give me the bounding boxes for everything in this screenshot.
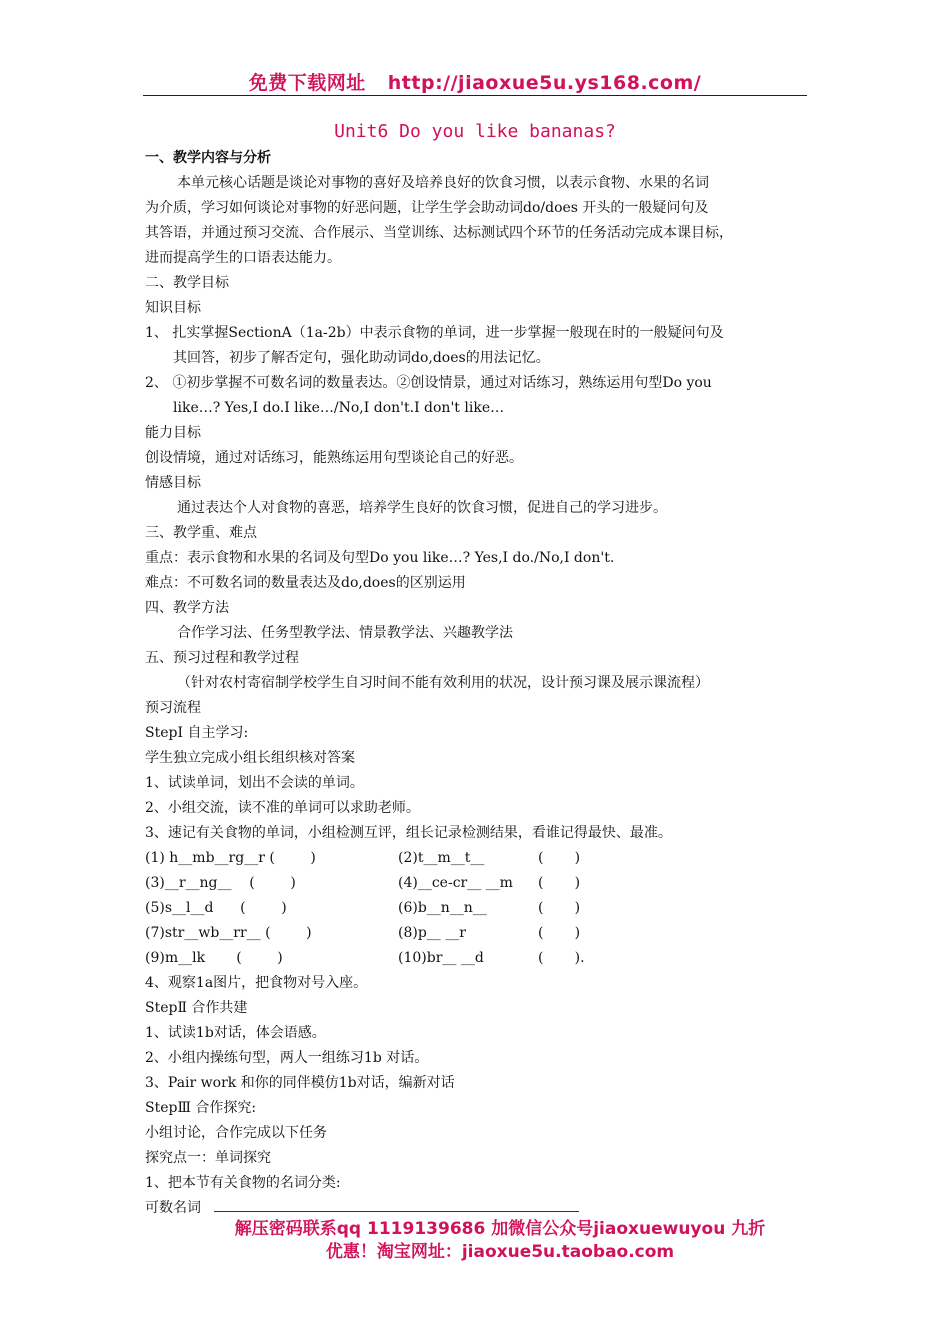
answer-blank-line[interactable]: [214, 1211, 579, 1212]
exercise-cell: (7)str__wb__rr__ ( ): [145, 925, 312, 941]
footer-line-1: 解压密码联系qq 1119139686 加微信公众号jiaoxuewuyou 九折: [234, 1219, 766, 1239]
step-line: StepⅢ 合作探究:: [145, 1100, 257, 1116]
text-line: 能力目标: [145, 425, 201, 441]
exercise-cell: (1) h__mb__rg__r ( ): [145, 850, 316, 866]
header-divider: [143, 95, 807, 96]
step-line: 1、试读1b对话，体会语感。: [145, 1025, 326, 1041]
document-body: [145, 146, 815, 1221]
step-line: 小组讨论，合作完成以下任务: [145, 1125, 327, 1141]
text-line: 通过表达个人对食物的喜恶，培养学生良好的饮食习惯，促进自己的学习进步。: [177, 500, 667, 516]
header-label: 免费下载网址: [248, 72, 366, 94]
text-line: 知识目标: [145, 300, 201, 316]
page-title: Unit6 Do you like bananas?: [334, 121, 616, 142]
step-line: 4、观察1a图片，把食物对号入座。: [145, 975, 368, 991]
step-line: 可数名词: [145, 1200, 201, 1216]
exercise-cell: (8)p__ __r: [398, 925, 466, 941]
exercise-cell: ( ): [538, 900, 581, 916]
step-line: 1、把本节有关食物的名词分类:: [145, 1175, 341, 1191]
text-line: 创设情境，通过对话练习，能熟练运用句型谈论自己的好恶。: [145, 450, 523, 466]
step-line: 3、Pair work 和你的同伴模仿1b对话，编新对话: [145, 1075, 455, 1091]
text-line: 难点：不可数名词的数量表达及do,does的区别运用: [145, 575, 466, 591]
step-line: StepⅡ 合作共建: [145, 1000, 248, 1016]
step-line: 2、小组内操练句型，两人一组练习1b 对话。: [145, 1050, 429, 1066]
text-line: 1、试读单词，划出不会读的单词。: [145, 775, 364, 791]
text-line: 三、教学重、难点: [145, 525, 257, 541]
exercise-cell: ( ): [538, 925, 581, 941]
text-line: 重点：表示食物和水果的名词及句型Do you like…? Yes,I do./No,I don't.: [145, 550, 615, 566]
exercise-cell: (3)__r__ng__ ( ): [145, 875, 296, 891]
text-line: 预习流程: [145, 700, 201, 716]
download-header: [143, 68, 807, 95]
text-line: StepⅠ 自主学习:: [145, 725, 249, 741]
text-line: 2、小组交流，读不准的单词可以求助老师。: [145, 800, 420, 816]
promo-footer: [150, 1218, 850, 1264]
exercise-cell: ( ).: [538, 950, 585, 966]
text-line: 1、 扎实掌握SectionA（1a-2b）中表示食物的单词，进一步掌握一般现在时的一般疑问句及: [145, 325, 724, 341]
text-line: 本单元核心话题是谈论对事物的喜好及培养良好的饮食习惯，以表示食物、水果的名词: [177, 175, 709, 191]
text-line: 进而提高学生的口语表达能力。: [145, 250, 341, 266]
text-line: 二、教学目标: [145, 275, 229, 291]
text-line: 四、教学方法: [145, 600, 229, 616]
text-line: 其回答，初步了解否定句，强化助动词do,does的用法记忆。: [173, 350, 550, 366]
text-line: 一、教学内容与分析: [145, 150, 271, 166]
word-exercise-grid: [145, 846, 815, 971]
text-line: （针对农村寄宿制学校学生自习时间不能有效利用的状况，设计预习课及展示课流程）: [177, 675, 709, 691]
text-line: like…? Yes,I do.I like…/No,I don't.I don't like…: [173, 400, 505, 416]
header-url-link[interactable]: http://jiaoxue5u.ys168.com/: [387, 72, 702, 94]
text-line: 为介质，学习如何谈论对事物的好恶问题，让学生学会助动词do/does 开头的一般疑问句及: [145, 200, 709, 216]
exercise-cell: (9)m__lk ( ): [145, 950, 283, 966]
step-line: 探究点一：单词探究: [145, 1150, 271, 1166]
text-line: 合作学习法、任务型教学法、情景教学法、兴趣教学法: [177, 625, 513, 641]
text-line: 3、速记有关食物的单词，小组检测互评，组长记录检测结果，看谁记得最快、最准。: [145, 825, 672, 841]
text-line: 2、 ①初步掌握不可数名词的数量表达。②创设情景，通过对话练习，熟练运用句型Do you: [145, 375, 712, 391]
footer-line-2: 优惠！淘宝网址：jiaoxue5u.taobao.com: [325, 1242, 675, 1262]
exercise-cell: (4)__ce-cr__ __m: [398, 875, 513, 891]
exercise-cell: ( ): [538, 850, 581, 866]
exercise-cell: ( ): [538, 875, 581, 891]
exercise-cell: (6)b__n__n__: [398, 900, 487, 916]
exercise-cell: (10)br__ __d: [398, 950, 484, 966]
exercise-cell: (5)s__l__d ( ): [145, 900, 287, 916]
text-line: 学生独立完成小组长组织核对答案: [145, 750, 355, 766]
text-line: 情感目标: [145, 475, 201, 491]
text-line: 五、预习过程和教学过程: [145, 650, 299, 666]
lesson-plan-text: [145, 146, 815, 846]
lesson-steps-text: [145, 971, 815, 1221]
text-line: 其答语，并通过预习交流、合作展示、当堂训练、达标测试四个环节的任务活动完成本课目标，: [145, 225, 733, 241]
exercise-cell: (2)t__m__t__: [398, 850, 485, 866]
